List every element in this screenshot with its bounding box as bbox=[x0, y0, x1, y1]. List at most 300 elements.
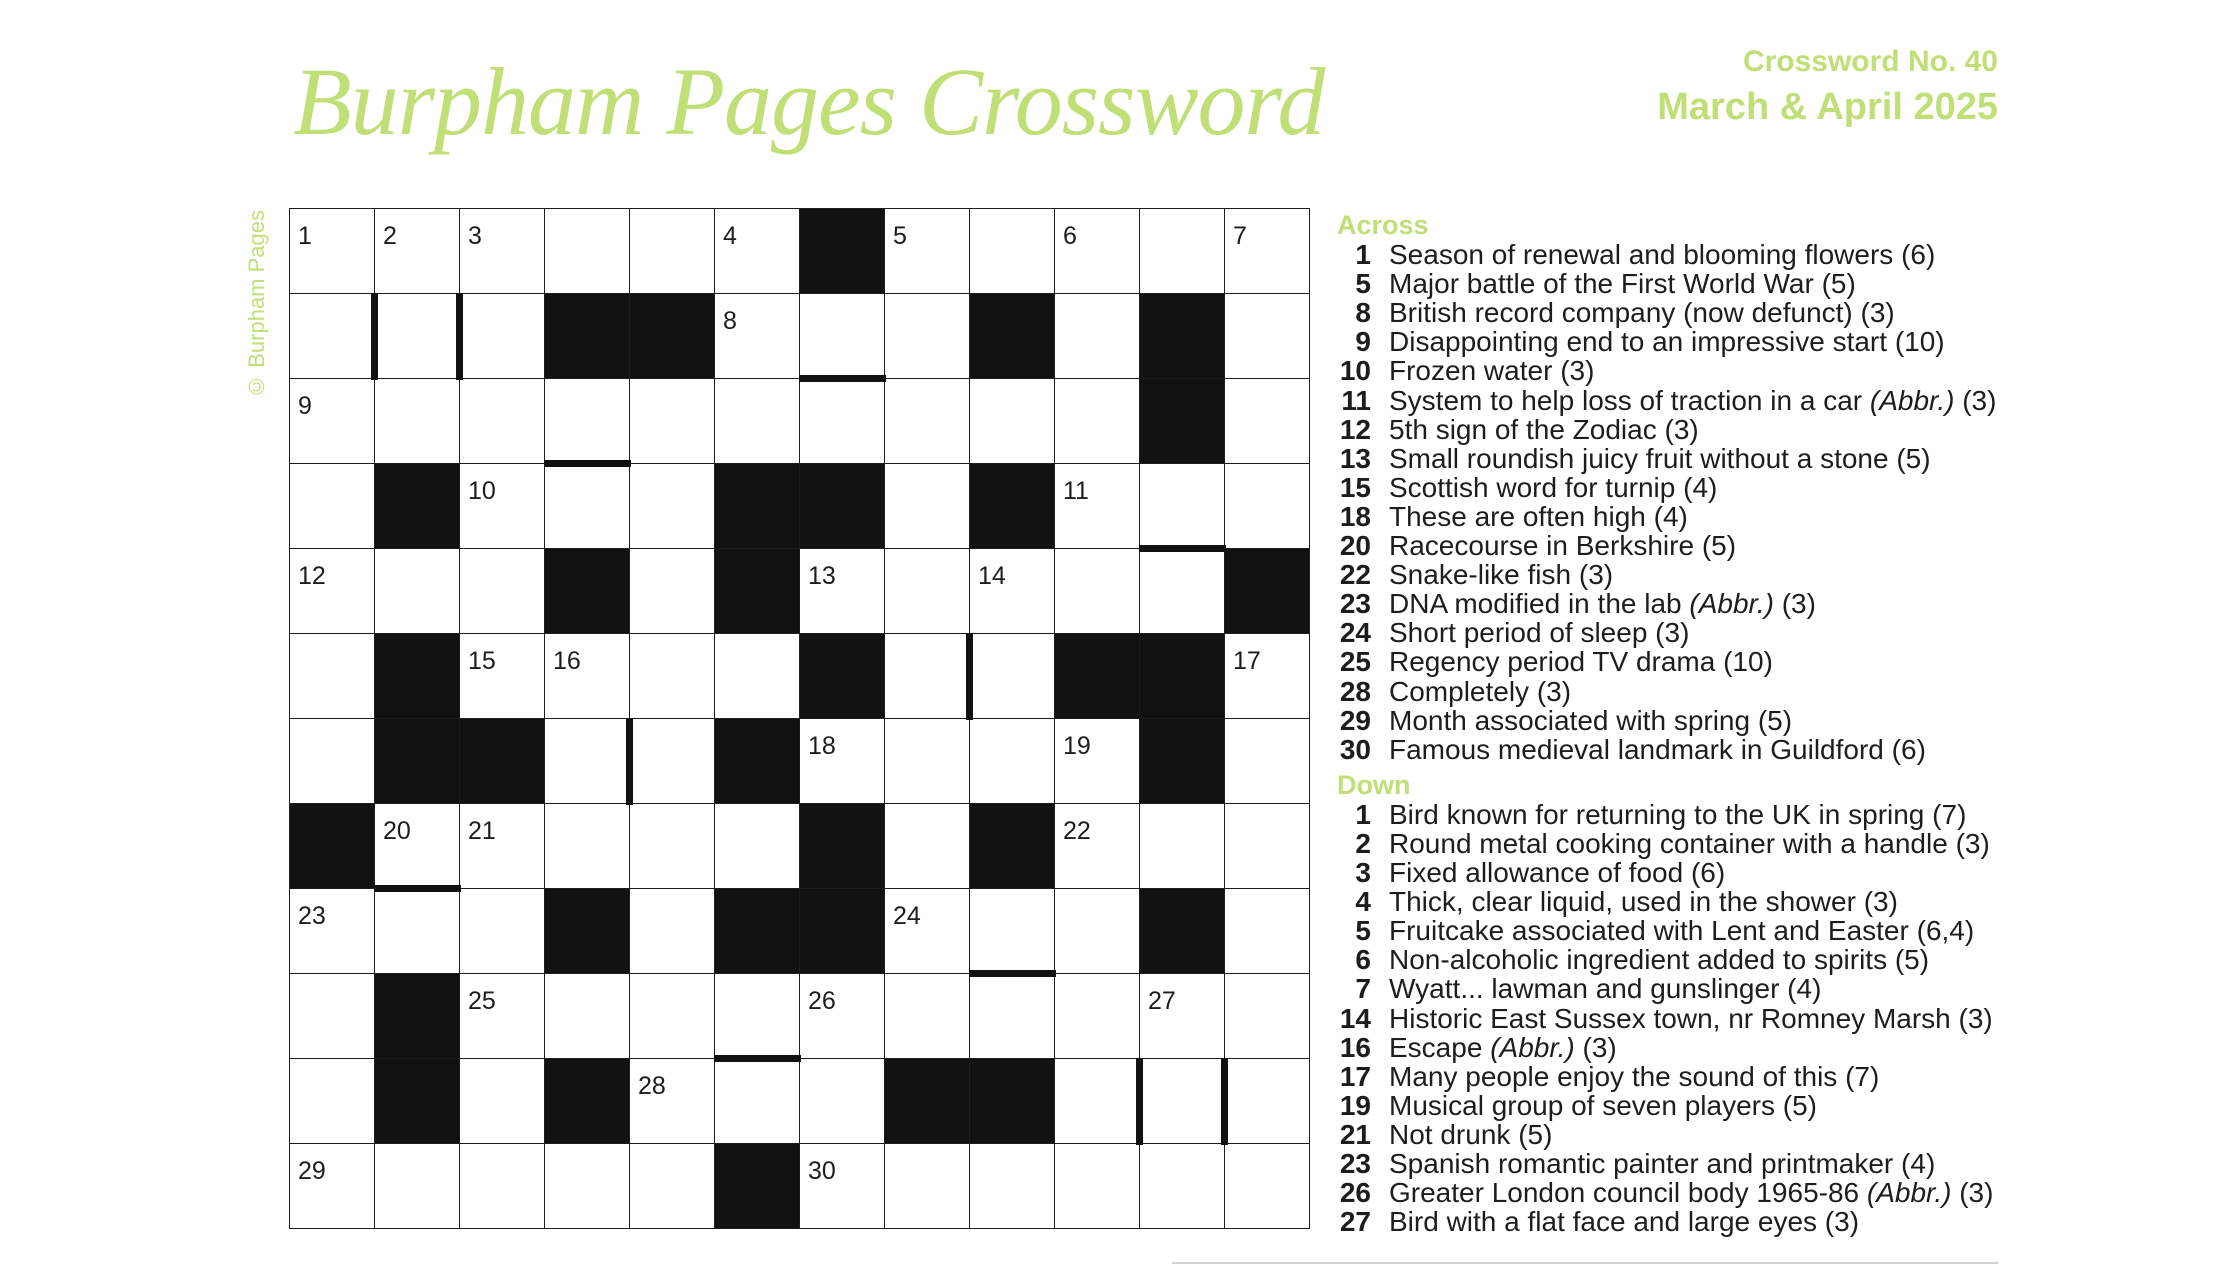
clue-number: 29 bbox=[1339, 704, 1371, 736]
black-square bbox=[545, 1059, 630, 1144]
clue-number: 21 bbox=[1339, 1118, 1371, 1150]
white-square bbox=[800, 1144, 885, 1229]
clue-answer-length: (5) bbox=[1782, 1089, 1817, 1121]
white-square bbox=[290, 294, 375, 379]
white-square bbox=[545, 974, 630, 1059]
white-square bbox=[715, 974, 800, 1059]
clue-line bbox=[1389, 647, 1773, 676]
white-square bbox=[1225, 379, 1310, 464]
white-square bbox=[460, 209, 545, 294]
clue-number: 8 bbox=[1355, 297, 1371, 329]
white-square bbox=[970, 889, 1055, 974]
clue-line bbox=[1389, 800, 1966, 829]
clue-answer-length: (3) bbox=[1560, 355, 1595, 387]
white-square bbox=[375, 379, 460, 464]
white-square bbox=[885, 379, 970, 464]
across-clue bbox=[1337, 735, 1996, 764]
clue-answer-length: (3) bbox=[1655, 617, 1690, 649]
clue-answer-length: (3) bbox=[1781, 588, 1816, 620]
clue-answer-length: (3) bbox=[1863, 886, 1898, 918]
white-square bbox=[1140, 804, 1225, 889]
across-clue bbox=[1337, 647, 1996, 676]
white-square bbox=[885, 634, 970, 719]
thick-bar-bottom bbox=[969, 970, 1056, 977]
white-square bbox=[460, 464, 545, 549]
across-clue bbox=[1337, 560, 1996, 589]
clue-number: 1 bbox=[1355, 798, 1371, 830]
clue-text: Scottish word for turnip bbox=[1389, 471, 1676, 503]
clue-number: 5 bbox=[1355, 268, 1371, 300]
clue-line bbox=[1389, 858, 1725, 887]
white-square bbox=[630, 804, 715, 889]
cell-number: 18 bbox=[808, 732, 836, 760]
clue-line bbox=[1389, 473, 1717, 502]
cell-number: 7 bbox=[1233, 222, 1247, 250]
white-square bbox=[630, 464, 715, 549]
clue-number: 4 bbox=[1355, 886, 1371, 918]
clue-text: Fixed allowance of food bbox=[1389, 857, 1684, 889]
black-square bbox=[800, 889, 885, 974]
clue-text: DNA modified in the lab bbox=[1389, 588, 1682, 620]
white-square bbox=[545, 379, 630, 464]
black-square bbox=[970, 294, 1055, 379]
black-square bbox=[375, 464, 460, 549]
white-square bbox=[290, 549, 375, 634]
white-square bbox=[460, 294, 545, 379]
clue-line bbox=[1389, 386, 1996, 415]
clue-number: 18 bbox=[1339, 500, 1371, 532]
white-square bbox=[885, 719, 970, 804]
clue-text: Wyatt... lawman and gunslinger bbox=[1389, 973, 1780, 1005]
clue-answer-length: (4) bbox=[1787, 973, 1822, 1005]
white-square bbox=[545, 719, 630, 804]
clue-line bbox=[1389, 444, 1931, 473]
clue-line bbox=[1389, 1178, 1993, 1207]
clue-line bbox=[1389, 1207, 1859, 1236]
clue-answer-length: (5) bbox=[1757, 704, 1793, 736]
clue-line bbox=[1389, 1004, 1993, 1033]
clue-answer-length: (10) bbox=[1723, 646, 1773, 678]
white-square bbox=[885, 464, 970, 549]
clue-line bbox=[1389, 589, 1816, 618]
clue-line bbox=[1389, 735, 1926, 764]
clue-text: System to help loss of traction in a car bbox=[1389, 384, 1863, 416]
down-heading: Down bbox=[1337, 769, 1411, 800]
white-square bbox=[290, 634, 375, 719]
clue-answer-length: (5) bbox=[1896, 442, 1931, 474]
clue-line bbox=[1389, 916, 1974, 945]
white-square bbox=[290, 1059, 375, 1144]
across-clue bbox=[1337, 531, 1996, 560]
cell-number: 5 bbox=[893, 222, 907, 250]
clue-answer-length: (7) bbox=[1932, 798, 1967, 830]
cell-number: 30 bbox=[808, 1157, 836, 1185]
clue-text: Major battle of the First World War bbox=[1389, 268, 1814, 300]
white-square bbox=[630, 379, 715, 464]
clue-answer-length: (4) bbox=[1901, 1148, 1936, 1179]
across-heading: Across bbox=[1337, 210, 1429, 240]
white-square bbox=[545, 464, 630, 549]
across-clue bbox=[1337, 415, 1996, 444]
white-square bbox=[885, 1144, 970, 1229]
black-square bbox=[375, 1059, 460, 1144]
clue-answer-length: (3) bbox=[1824, 1206, 1860, 1238]
white-square bbox=[715, 804, 800, 889]
cell-number: 25 bbox=[468, 987, 496, 1015]
white-square bbox=[1225, 804, 1310, 889]
clue-answer-length: (5) bbox=[1701, 530, 1737, 562]
white-square bbox=[1225, 634, 1310, 719]
clue-answer-length: (3) bbox=[1860, 297, 1895, 329]
thick-bar-bottom bbox=[1139, 545, 1226, 552]
across-clue bbox=[1337, 269, 1996, 298]
clue-answer-length: (4) bbox=[1683, 471, 1718, 503]
down-clue bbox=[1337, 1178, 1996, 1207]
white-square bbox=[460, 1059, 545, 1144]
black-square bbox=[1055, 634, 1140, 719]
clue-number: 28 bbox=[1339, 675, 1371, 707]
clue-number: 2 bbox=[1355, 827, 1371, 859]
white-square bbox=[460, 804, 545, 889]
clue-text: Not drunk bbox=[1389, 1118, 1511, 1150]
across-clue bbox=[1337, 589, 1996, 618]
clue-number: 15 bbox=[1339, 471, 1371, 503]
clue-number: 10 bbox=[1339, 355, 1371, 387]
issue-date: March & April 2025 bbox=[1657, 86, 1998, 128]
clue-answer-length: (3) bbox=[1958, 1002, 1993, 1034]
clue-answer-length: (10) bbox=[1894, 326, 1945, 358]
white-square bbox=[1055, 719, 1140, 804]
black-square bbox=[1140, 634, 1225, 719]
white-square bbox=[1225, 209, 1310, 294]
clue-line bbox=[1389, 618, 1689, 647]
clue-text: Bird known for returning to the UK in spring bbox=[1389, 798, 1925, 830]
clue-line bbox=[1389, 706, 1792, 735]
white-square bbox=[1055, 294, 1140, 379]
clue-line bbox=[1389, 269, 1856, 298]
clue-line bbox=[1389, 829, 1990, 858]
cell-number: 16 bbox=[553, 647, 581, 675]
cell-number: 24 bbox=[893, 902, 921, 930]
clue-number: 7 bbox=[1355, 973, 1371, 1005]
across-clue bbox=[1337, 473, 1996, 502]
clue-text: 5th sign of the Zodiac bbox=[1389, 413, 1657, 445]
black-square bbox=[715, 719, 800, 804]
thick-bar-bottom bbox=[374, 885, 461, 892]
white-square bbox=[1225, 719, 1310, 804]
cell-number: 17 bbox=[1233, 647, 1261, 675]
white-square bbox=[290, 209, 375, 294]
clue-line bbox=[1389, 560, 1613, 589]
clue-number: 6 bbox=[1355, 944, 1371, 976]
clue-line bbox=[1389, 1120, 1552, 1149]
black-square bbox=[1140, 294, 1225, 379]
clue-answer-length: (3) bbox=[1955, 827, 1990, 859]
crossword-number: Crossword No. 40 bbox=[1742, 45, 1998, 78]
black-square bbox=[800, 634, 885, 719]
down-clue-list bbox=[1337, 800, 1996, 1236]
down-clue bbox=[1337, 1149, 1996, 1178]
white-square bbox=[375, 889, 460, 974]
white-square bbox=[545, 804, 630, 889]
down-clue bbox=[1337, 916, 1996, 945]
clue-number: 17 bbox=[1339, 1060, 1371, 1092]
clue-text: Disappointing end to an impressive start bbox=[1389, 326, 1888, 358]
clue-answer-length: (6) bbox=[1690, 857, 1726, 889]
white-square bbox=[1055, 209, 1140, 294]
clue-number: 3 bbox=[1355, 857, 1371, 889]
footer-rule bbox=[1172, 1262, 1998, 1264]
white-square bbox=[800, 294, 885, 379]
white-square bbox=[885, 549, 970, 634]
white-square bbox=[545, 634, 630, 719]
cell-number: 13 bbox=[808, 562, 836, 590]
white-square bbox=[1055, 804, 1140, 889]
clue-text: Season of renewal and blooming flowers bbox=[1389, 239, 1894, 271]
cell-number: 12 bbox=[298, 562, 326, 590]
black-square bbox=[715, 889, 800, 974]
clue-line bbox=[1389, 945, 1929, 974]
white-square bbox=[1140, 209, 1225, 294]
clue-number: 24 bbox=[1339, 617, 1371, 649]
black-square bbox=[715, 464, 800, 549]
white-square bbox=[1140, 974, 1225, 1059]
clue-text: Regency period TV drama bbox=[1389, 646, 1716, 678]
clue-number: 30 bbox=[1339, 733, 1371, 765]
across-clue-list bbox=[1337, 240, 1996, 764]
black-square bbox=[715, 1144, 800, 1229]
cell-number: 11 bbox=[1063, 477, 1089, 505]
clue-text: These are often high bbox=[1389, 500, 1646, 532]
white-square bbox=[1140, 549, 1225, 634]
black-square bbox=[970, 464, 1055, 549]
white-square bbox=[1055, 1059, 1140, 1144]
black-square bbox=[970, 804, 1055, 889]
white-square bbox=[800, 379, 885, 464]
white-square bbox=[375, 1144, 460, 1229]
black-square bbox=[715, 549, 800, 634]
white-square bbox=[970, 634, 1055, 719]
black-square bbox=[545, 294, 630, 379]
clue-line bbox=[1389, 1033, 1617, 1062]
thick-bar-left bbox=[371, 293, 378, 380]
clue-text: Musical group of seven players bbox=[1389, 1089, 1775, 1121]
clue-text: Greater London council body 1965-86 bbox=[1389, 1177, 1860, 1209]
cell-number: 4 bbox=[723, 222, 737, 250]
black-square bbox=[545, 549, 630, 634]
white-square bbox=[715, 209, 800, 294]
cell-number: 2 bbox=[383, 222, 397, 250]
white-square bbox=[460, 1144, 545, 1229]
white-square bbox=[1225, 464, 1310, 549]
cell-number: 8 bbox=[723, 307, 737, 335]
clue-abbreviation-note: (Abbr.) bbox=[1869, 384, 1955, 416]
clue-text: Escape bbox=[1389, 1031, 1483, 1063]
clue-number: 14 bbox=[1339, 1002, 1371, 1034]
black-square bbox=[1140, 379, 1225, 464]
across-clue bbox=[1337, 298, 1996, 327]
white-square bbox=[715, 379, 800, 464]
clue-line bbox=[1389, 677, 1571, 706]
black-square bbox=[1140, 719, 1225, 804]
white-square bbox=[1140, 464, 1225, 549]
across-clue bbox=[1337, 677, 1996, 706]
white-square bbox=[970, 719, 1055, 804]
clue-line bbox=[1389, 298, 1895, 327]
white-square bbox=[375, 294, 460, 379]
cell-number: 26 bbox=[808, 987, 836, 1015]
white-square bbox=[290, 974, 375, 1059]
white-square bbox=[630, 1144, 715, 1229]
thick-bar-right bbox=[626, 718, 633, 805]
white-square bbox=[885, 974, 970, 1059]
white-square bbox=[715, 294, 800, 379]
black-square bbox=[290, 804, 375, 889]
clue-line bbox=[1389, 1149, 1935, 1178]
white-square bbox=[630, 719, 715, 804]
white-square bbox=[630, 209, 715, 294]
down-clue bbox=[1337, 1033, 1996, 1062]
white-square bbox=[1055, 1144, 1140, 1229]
clue-text: Famous medieval landmark in Guildford bbox=[1389, 733, 1884, 765]
white-square bbox=[800, 974, 885, 1059]
white-square bbox=[1225, 294, 1310, 379]
black-square bbox=[1225, 549, 1310, 634]
clue-text: Month associated with spring bbox=[1389, 704, 1751, 736]
clue-answer-length: (3) bbox=[1578, 559, 1614, 591]
white-square bbox=[290, 719, 375, 804]
down-clue bbox=[1337, 858, 1996, 887]
white-square bbox=[800, 1059, 885, 1144]
black-square bbox=[885, 1059, 970, 1144]
clue-text: Thick, clear liquid, used in the shower bbox=[1389, 886, 1856, 918]
white-square bbox=[460, 974, 545, 1059]
clue-line bbox=[1389, 531, 1736, 560]
down-clue bbox=[1337, 887, 1996, 916]
down-clue bbox=[1337, 945, 1996, 974]
white-square bbox=[970, 974, 1055, 1059]
clue-text: Completely bbox=[1389, 675, 1530, 707]
clue-answer-length: (5) bbox=[1518, 1118, 1553, 1150]
clue-number: 22 bbox=[1339, 559, 1371, 591]
clue-answer-length: (5) bbox=[1821, 268, 1856, 300]
clues-panel bbox=[1337, 211, 1996, 1236]
across-clue bbox=[1337, 327, 1996, 356]
cell-number: 19 bbox=[1063, 732, 1091, 760]
thick-bar-bottom bbox=[799, 375, 886, 382]
white-square bbox=[375, 804, 460, 889]
clue-answer-length: (6) bbox=[1901, 239, 1936, 271]
white-square bbox=[1140, 1059, 1225, 1144]
clue-abbreviation-note: (Abbr.) bbox=[1689, 588, 1774, 620]
black-square bbox=[375, 974, 460, 1059]
clue-text: British record company (now defunct) bbox=[1389, 297, 1853, 329]
thick-bar-right bbox=[1221, 1058, 1228, 1145]
clue-abbreviation-note: (Abbr.) bbox=[1866, 1177, 1952, 1209]
cell-number: 14 bbox=[978, 562, 1006, 590]
white-square bbox=[715, 1059, 800, 1144]
across-clue bbox=[1337, 706, 1996, 735]
white-square bbox=[460, 634, 545, 719]
clue-number: 1 bbox=[1355, 239, 1371, 271]
cell-number: 20 bbox=[383, 817, 411, 845]
clue-line bbox=[1389, 887, 1898, 916]
thick-bar-right bbox=[966, 633, 973, 720]
white-square bbox=[1055, 379, 1140, 464]
white-square bbox=[290, 889, 375, 974]
white-square bbox=[545, 209, 630, 294]
black-square bbox=[545, 889, 630, 974]
cell-number: 6 bbox=[1063, 222, 1077, 250]
white-square bbox=[630, 974, 715, 1059]
clue-answer-length: (6) bbox=[1891, 733, 1926, 765]
clue-answer-length: (3) bbox=[1664, 413, 1699, 445]
clue-number: 23 bbox=[1339, 588, 1371, 620]
across-clue bbox=[1337, 618, 1996, 647]
black-square bbox=[800, 464, 885, 549]
clue-answer-length: (3) bbox=[1959, 1177, 1994, 1209]
white-square bbox=[885, 804, 970, 889]
white-square bbox=[545, 1144, 630, 1229]
page-title: Burpham Pages Crossword bbox=[293, 48, 1325, 155]
white-square bbox=[1225, 889, 1310, 974]
cell-number: 9 bbox=[298, 392, 312, 420]
clue-line bbox=[1389, 356, 1594, 385]
white-square bbox=[1055, 549, 1140, 634]
clue-number: 5 bbox=[1355, 915, 1371, 947]
clue-number: 12 bbox=[1339, 413, 1371, 445]
clue-number: 26 bbox=[1339, 1177, 1371, 1209]
copyright-notice: © Burpham Pages bbox=[244, 210, 269, 399]
white-square bbox=[290, 1144, 375, 1229]
clue-answer-length: (3) bbox=[1582, 1031, 1617, 1063]
clue-number: 23 bbox=[1339, 1148, 1371, 1179]
thick-bar-bottom bbox=[544, 460, 631, 467]
clue-number: 16 bbox=[1339, 1031, 1371, 1063]
black-square bbox=[800, 804, 885, 889]
clue-answer-length: (6,4) bbox=[1916, 915, 1975, 947]
cell-number: 3 bbox=[468, 222, 482, 250]
down-clue bbox=[1337, 974, 1996, 1003]
clue-answer-length: (3) bbox=[1962, 384, 1997, 416]
white-square bbox=[885, 209, 970, 294]
clue-number: 20 bbox=[1339, 530, 1371, 562]
clue-text: Racecourse in Berkshire bbox=[1389, 530, 1695, 562]
white-square bbox=[630, 549, 715, 634]
white-square bbox=[800, 549, 885, 634]
white-square bbox=[1055, 974, 1140, 1059]
white-square bbox=[290, 379, 375, 464]
white-square bbox=[1055, 464, 1140, 549]
clue-text: Bird with a flat face and large eyes bbox=[1389, 1206, 1818, 1238]
white-square bbox=[970, 1144, 1055, 1229]
down-clue bbox=[1337, 829, 1996, 858]
clue-answer-length: (4) bbox=[1653, 500, 1688, 532]
cell-number: 21 bbox=[468, 817, 496, 845]
white-square bbox=[375, 549, 460, 634]
clue-text: Short period of sleep bbox=[1389, 617, 1648, 649]
thick-bar-bottom bbox=[714, 1055, 801, 1062]
cell-number: 27 bbox=[1148, 987, 1176, 1015]
white-square bbox=[290, 464, 375, 549]
across-clue bbox=[1337, 386, 1996, 415]
across-clue bbox=[1337, 444, 1996, 473]
across-clue bbox=[1337, 240, 1996, 269]
white-square bbox=[630, 1059, 715, 1144]
clue-text: Small roundish juicy fruit without a stone bbox=[1389, 442, 1889, 474]
clue-text: Non-alcoholic ingredient added to spirits bbox=[1389, 944, 1888, 976]
white-square bbox=[970, 209, 1055, 294]
